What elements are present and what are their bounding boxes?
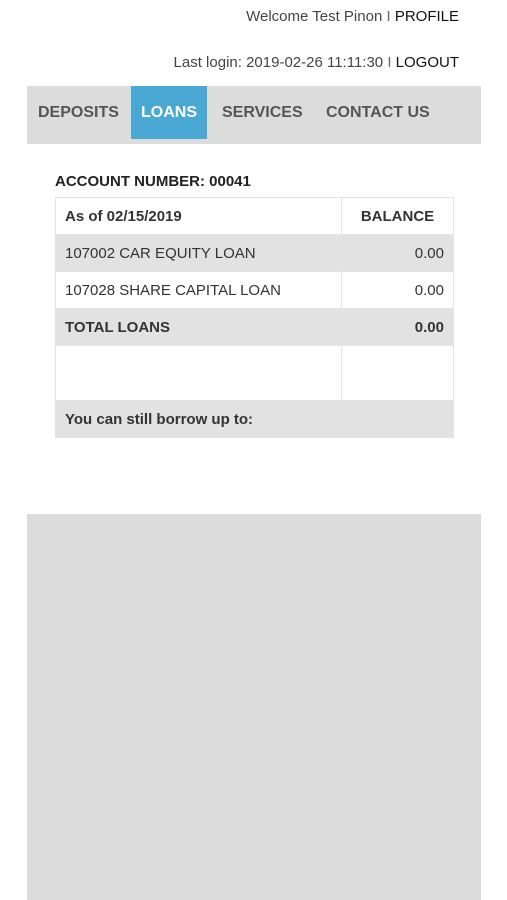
borrow-limit-label: You can still borrow up to: xyxy=(56,401,454,438)
borrow-row xyxy=(56,401,454,438)
loans-table xyxy=(55,197,454,438)
logout-link[interactable]: LOGOUT xyxy=(395,54,459,71)
last-login-text: Last login: 2019-02-26 11:11:30 xyxy=(173,54,384,71)
loan-balance: 0.00 xyxy=(342,235,454,272)
profile-link[interactable]: PROFILE xyxy=(394,8,459,25)
total-loans-label: TOTAL LOANS xyxy=(56,309,342,346)
loan-name: 107028 SHARE CAPITAL LOAN xyxy=(56,272,342,309)
nav-tab-loans[interactable]: LOANS xyxy=(131,86,207,139)
header-separator: I xyxy=(386,8,391,25)
total-loans-value: 0.00 xyxy=(342,309,454,346)
loan-balance: 0.00 xyxy=(342,272,454,309)
blank-cell xyxy=(342,346,454,401)
table-row xyxy=(56,235,454,272)
loan-name: 107002 CAR EQUITY LOAN xyxy=(56,235,342,272)
last-login-line xyxy=(174,54,459,71)
as-of-date-header: As of 02/15/2019 xyxy=(56,198,342,235)
nav-tab-deposits[interactable]: DEPOSITS xyxy=(38,104,119,121)
main-nav xyxy=(27,86,481,144)
welcome-line xyxy=(246,8,459,25)
nav-tab-services[interactable]: SERVICES xyxy=(222,104,303,121)
balance-header: BALANCE xyxy=(342,198,454,235)
welcome-text: Welcome Test Pinon xyxy=(246,8,383,25)
table-header-row xyxy=(56,198,454,235)
blank-row xyxy=(56,346,454,401)
blank-cell xyxy=(56,346,342,401)
table-row xyxy=(56,272,454,309)
nav-tab-contact-us[interactable]: CONTACT US xyxy=(326,104,430,121)
account-number: ACCOUNT NUMBER: 00041 xyxy=(55,173,251,190)
content-panel xyxy=(27,514,481,900)
total-loans-row xyxy=(56,309,454,346)
header-separator-2: I xyxy=(387,54,392,71)
